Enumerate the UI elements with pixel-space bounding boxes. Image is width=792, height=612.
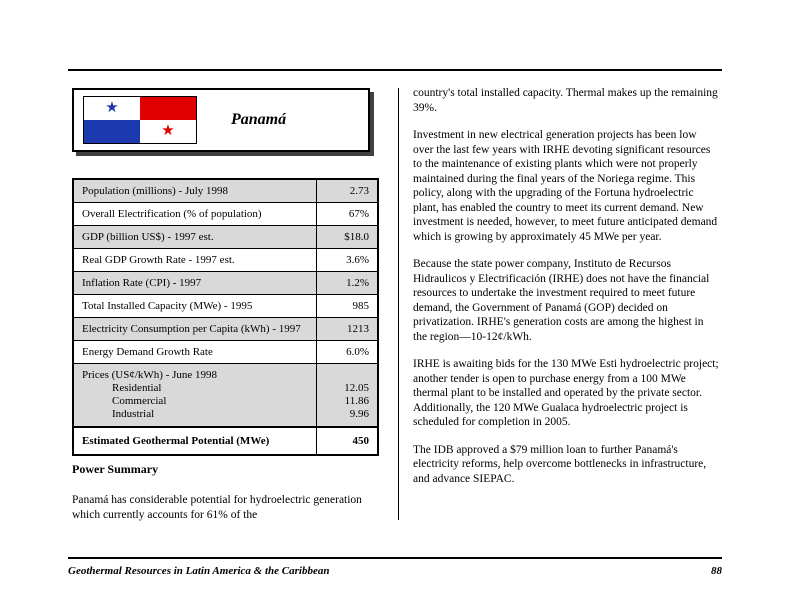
table-row: [73, 318, 378, 341]
flag-red-star-icon: ★: [161, 123, 175, 139]
table-row: [73, 226, 378, 249]
stat-value: 985: [317, 295, 379, 318]
stat-label: Total Installed Capacity (MWe) - 1995: [73, 295, 317, 318]
bottom-rule: [68, 557, 722, 559]
price-sub-label: Residential: [112, 382, 162, 394]
prices-value-cell: [317, 364, 379, 428]
body-paragraph: Because the state power company, Instituto de Recursos Hidraulicos y Electrificación (IRHE) does not have the financial resources to undertake the investment required to meet future demand, the Government of Panamá (GOP) decided on privatization. IRHE's generation costs are among the highest in the region—10-12¢/kWh.: [413, 258, 710, 343]
stat-label: Energy Demand Growth Rate: [73, 341, 317, 364]
price-sub-label: Commercial: [112, 395, 167, 407]
flag-blue-star-icon: ★: [105, 100, 119, 116]
stat-value: 3.6%: [317, 249, 379, 272]
stat-label: Population (millions) - July 1998: [73, 179, 317, 203]
stat-label: Electricity Consumption per Capita (kWh) - 1997: [73, 318, 317, 341]
country-stats-table: [72, 178, 379, 456]
stat-label: Inflation Rate (CPI) - 1997: [73, 272, 317, 295]
body-paragraph: IRHE is awaiting bids for the 130 MWe Esti hydroelectric project; another tender is open to purchase energy from a 100 MWe thermal plant to be installed and operated by the private sector. Additionally, the 120 MWe Gualaca hydroelectric project is scheduled for completion in 2005.: [413, 358, 719, 428]
table-row: [73, 249, 378, 272]
page-footer: [68, 565, 722, 577]
stat-value: 6.0%: [317, 341, 379, 364]
footer-page-number: 88: [711, 565, 722, 577]
stat-value: $18.0: [317, 226, 379, 249]
prices-label: Prices (US¢/kWh) - June 1998: [82, 369, 218, 381]
stat-label: Real GDP Growth Rate - 1997 est.: [73, 249, 317, 272]
table-row: [73, 295, 378, 318]
geothermal-potential-row: [73, 427, 378, 455]
flag-quadrant-red: [140, 97, 196, 120]
stat-label: Overall Electrification (% of population): [73, 203, 317, 226]
top-rule: [68, 69, 722, 71]
flag-quadrant-blue: [84, 120, 140, 143]
right-column: [413, 86, 719, 499]
body-paragraph: country's total installed capacity. Thermal makes up the remaining 39%.: [413, 87, 718, 114]
table-row: [73, 272, 378, 295]
table-row: [73, 179, 378, 203]
country-title: Panamá: [231, 111, 287, 128]
prices-label-cell: [73, 364, 317, 428]
prices-row: [73, 364, 378, 428]
stat-label: Estimated Geothermal Potential (MWe): [73, 427, 317, 455]
panama-flag: [83, 96, 197, 144]
table-row: [73, 203, 378, 226]
flag-quadrant-white-top: [84, 97, 140, 120]
column-divider: [398, 88, 399, 520]
price-value: 12.05: [344, 382, 369, 394]
footer-document-title: Geothermal Resources in Latin America & the Caribbean: [68, 565, 330, 577]
price-sub-label: Industrial: [112, 408, 155, 420]
stat-value: 1213: [317, 318, 379, 341]
country-header-box: [72, 88, 370, 152]
body-paragraph: Investment in new electrical generation projects has been low over the last few years with IRHE devoting significant resources to the maintenance of existing plants which were not properly maintained during the final years of the Noriega regime. This policy, along with the upgrading of the Fortuna hydroelectric plant, has enabled the country to meet its current demand. New investment is needed, however, to meet future anticipated demand which is growing by approximately 45 MWe per year.: [413, 129, 718, 243]
body-paragraph: The IDB approved a $79 million loan to further Panamá's electricity reforms, help overcome bottlenecks in infrastructure, and advance SIEPAC.: [413, 443, 707, 485]
price-value: 11.86: [344, 395, 369, 407]
stat-value: 2.73: [317, 179, 379, 203]
flag-quadrant-white-bottom: [140, 120, 196, 143]
stat-value: 1.2%: [317, 272, 379, 295]
left-column-paragraph: Panamá has considerable potential for hydroelectric generation which currently accounts for 61% of the: [72, 494, 362, 521]
power-summary-heading: Power Summary: [72, 462, 159, 476]
table-row: [73, 341, 378, 364]
stat-value: 67%: [317, 203, 379, 226]
price-value: 9.96: [349, 408, 369, 420]
stat-value: 450: [317, 427, 379, 455]
stat-label: GDP (billion US$) - 1997 est.: [73, 226, 317, 249]
